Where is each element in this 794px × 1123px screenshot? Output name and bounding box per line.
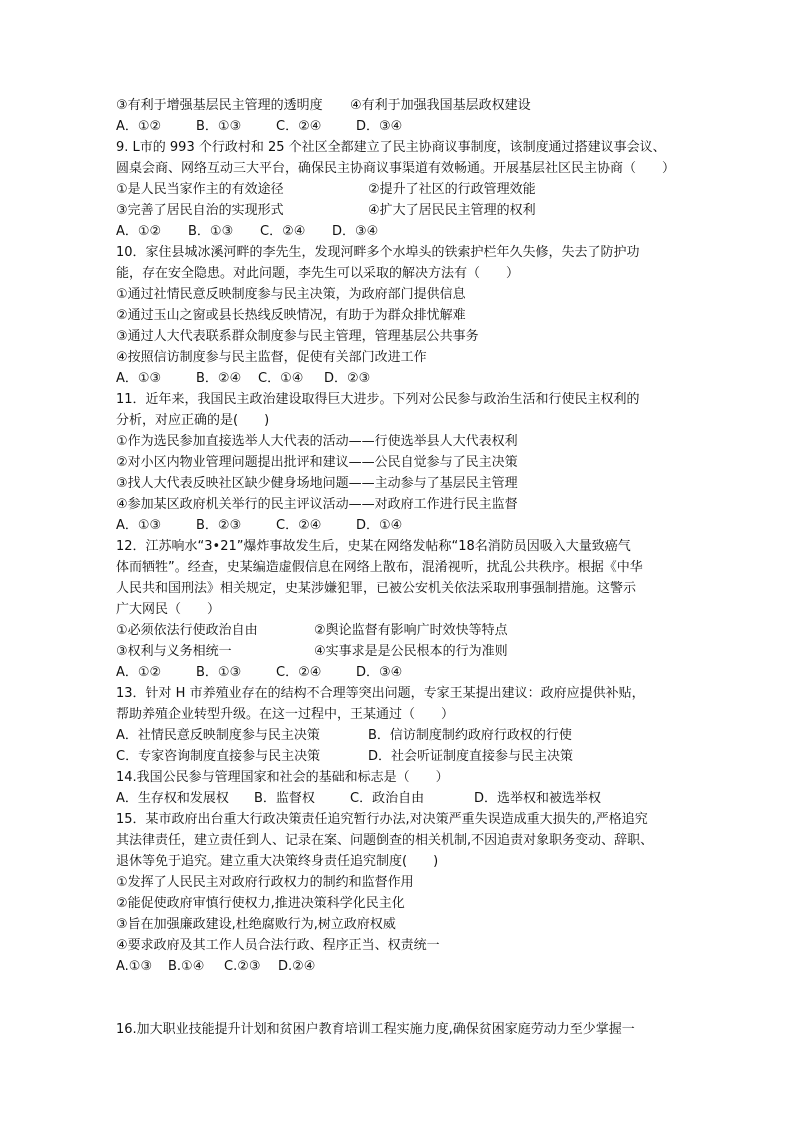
q9-options-row-1	[116, 180, 536, 200]
q13-options-row-1	[116, 726, 572, 746]
q9-statement-3: ③完善了居民自治的实现形式	[116, 203, 284, 218]
q12-options-row-2	[116, 642, 508, 662]
choice-c: C．②④	[260, 224, 306, 239]
choice-d: D.②④	[278, 959, 316, 974]
q15-statement-2: ②能促使政府审慎行使权力,推进决策科学化民主化	[116, 896, 405, 911]
q14-answer-choices	[116, 789, 601, 809]
choice-d: D．③④	[332, 224, 379, 239]
q12-stem-line-1: 12．江苏响水“3•21”爆炸事故发生后，史某在网络发帖称“18名消防员因吸入大量致癌气	[116, 539, 631, 554]
q9-statement-1: ①是人民当家作主的有效途径	[116, 182, 284, 197]
q10-stem-line-1: 10．家住县城冰溪河畔的李先生，发现河畔多个水埠头的铁索护栏年久失修，失去了防护功	[116, 245, 640, 260]
q13-choice-b: B．信访制度制约政府行政权的行使	[368, 728, 572, 743]
q10-stem-line-2: 能，存在安全隐患。对此问题，李先生可以采取的解决方法有（ ）	[116, 266, 520, 281]
q15-answer-choices	[116, 957, 315, 977]
q11-statement-1: ①作为选民参加直接选举人大代表的活动——行使选举县人大代表权利	[116, 434, 518, 449]
q13-stem-line-1: 13．针对 H 市养殖业存在的结构不合理等突出问题，专家王某提出建议：政府应提供补贴，	[116, 686, 645, 701]
q11-stem-line-2: 分析，对应正确的是( )	[116, 413, 270, 428]
choice-b: B．①③	[196, 665, 242, 680]
q10-answer-choices	[116, 369, 370, 389]
q15-stem-line-2: 其法律责任，建立责任到人、记录在案、问题倒查的相关机制,不因追责对象职务变动、辞职、	[116, 833, 654, 848]
q13-choice-c: C．专家咨询制度直接参与民主决策	[116, 749, 321, 764]
q12-statement-4: ④实事求是是公民根本的行为准则	[314, 644, 508, 659]
choice-a: A．①②	[116, 224, 162, 239]
choice-d: D．②③	[324, 371, 371, 386]
q11-statement-2: ②对小区内物业管理问题提出批评和建议——公民自觉参与了民主决策	[116, 455, 518, 470]
choice-a: A．①③	[116, 371, 162, 386]
choice-d: D．③④	[356, 119, 403, 134]
q16-stem-line-1: 16.加大职业技能提升计划和贫困户教育培训工程实施力度,确保贫困家庭劳动力至少掌握一	[116, 1022, 635, 1037]
q8-statement-4: ④有利于加强我国基层政权建设	[350, 98, 531, 113]
choice-b: B．①③	[188, 224, 234, 239]
q9-statement-4: ④扩大了居民民主管理的权利	[368, 203, 536, 218]
choice-d: D．③④	[356, 665, 403, 680]
q13-choice-a: A．社情民意反映制度参与民主决策	[116, 728, 320, 743]
q11-answer-choices	[116, 516, 402, 536]
choice-a: A．①②	[116, 665, 162, 680]
q9-answer-choices	[116, 222, 378, 242]
q10-statement-3: ③通过人大代表联系群众制度参与民主管理，管理基层公共事务	[116, 329, 479, 344]
q15-statement-1: ①发挥了人民民主对政府行政权力的制约和监督作用	[116, 875, 414, 890]
q8-options-row-2	[116, 96, 531, 116]
choice-b: B．①③	[196, 119, 242, 134]
q8-statement-3: ③有利于增强基层民主管理的透明度	[116, 98, 323, 113]
q9-stem-line-2: 圆桌会商、网络互动三大平台，确保民主协商议事渠道有效畅通。开展基层社区民主协商（ ）	[116, 161, 676, 176]
q14-stem: 14.我国公民参与管理国家和社会的基础和标志是（ ）	[116, 770, 449, 785]
q8-answer-choices	[116, 117, 402, 137]
q10-statement-1: ①通过社情民意反映制度参与民主决策，为政府部门提供信息	[116, 287, 466, 302]
q12-stem-line-3: 人民共和国刑法》相关规定，史某涉嫌犯罪，已被公安机关依法采取刑事强制措施。这警示	[116, 581, 637, 596]
q15-statement-3: ③旨在加强廉政建设,杜绝腐败行为,树立政府权威	[116, 917, 396, 932]
choice-b: B．②④	[196, 371, 242, 386]
choice-d: D．选举权和被选举权	[474, 791, 602, 806]
q11-statement-3: ③找人大代表反映社区缺少健身场地问题——主动参与了基层民主管理	[116, 476, 518, 491]
choice-c: C.②③	[224, 959, 261, 974]
q15-statement-4: ④要求政府及其工作人员合法行政、程序正当、权责统一	[116, 938, 440, 953]
choice-a: A．生存权和发展权	[116, 791, 229, 806]
choice-c: C．①④	[258, 371, 304, 386]
choice-a: A.①③	[116, 959, 153, 974]
choice-b: B．监督权	[254, 791, 315, 806]
choice-a: A．①②	[116, 119, 162, 134]
q12-answer-choices	[116, 663, 402, 683]
q12-statement-2: ②舆论监督有影响广时效快等特点	[314, 623, 508, 638]
choice-c: C．政治自由	[350, 791, 425, 806]
q10-statement-2: ②通过玉山之窗或县长热线反映情况，有助于为群众排忧解难	[116, 308, 466, 323]
q13-options-row-2	[116, 747, 573, 767]
choice-c: C．②④	[276, 518, 322, 533]
q10-statement-4: ④按照信访制度参与民主监督，促使有关部门改进工作	[116, 350, 427, 365]
q9-options-row-2	[116, 201, 536, 221]
q12-statement-1: ①必须依法行使政治自由	[116, 623, 258, 638]
q12-options-row-1	[116, 621, 508, 641]
q11-stem-line-1: 11．近年来，我国民主政治建设取得巨大进步。下列对公民参与政治生活和行使民主权利的	[116, 392, 640, 407]
choice-b: B.①④	[168, 959, 205, 974]
choice-b: B．②③	[196, 518, 242, 533]
choice-c: C．②④	[276, 665, 322, 680]
q9-stem-line-1: 9. L市的 993 个行政村和 25 个社区全都建立了民主协商议事制度，该制度通过搭建议事会议、	[116, 140, 666, 155]
q12-stem-line-4: 广大网民（ ）	[116, 602, 221, 617]
q12-statement-3: ③权利与义务相统一	[116, 644, 232, 659]
q15-stem-line-3: 退休等免于追究。建立重大决策终身责任追究制度( )	[116, 854, 439, 869]
q15-stem-line-1: 15．某市政府出台重大行政决策责任追究暂行办法,对决策严重失误造成重大损失的,严格追究	[116, 812, 648, 827]
q13-stem-line-2: 帮助养殖企业转型升级。在这一过程中，王某通过（ ）	[116, 707, 455, 722]
choice-d: D．①④	[356, 518, 403, 533]
q9-statement-2: ②提升了社区的行政管理效能	[368, 182, 536, 197]
q12-stem-line-2: 体而牺牲”。经查，史某编造虚假信息在网络上散布，混淆视听，扰乱公共秩序。根据《中华	[116, 560, 643, 575]
q13-choice-d: D．社会听证制度直接参与民主决策	[368, 749, 574, 764]
choice-a: A．①③	[116, 518, 162, 533]
q11-statement-4: ④参加某区政府机关举行的民主评议活动——对政府工作进行民主监督	[116, 497, 518, 512]
choice-c: C．②④	[276, 119, 322, 134]
